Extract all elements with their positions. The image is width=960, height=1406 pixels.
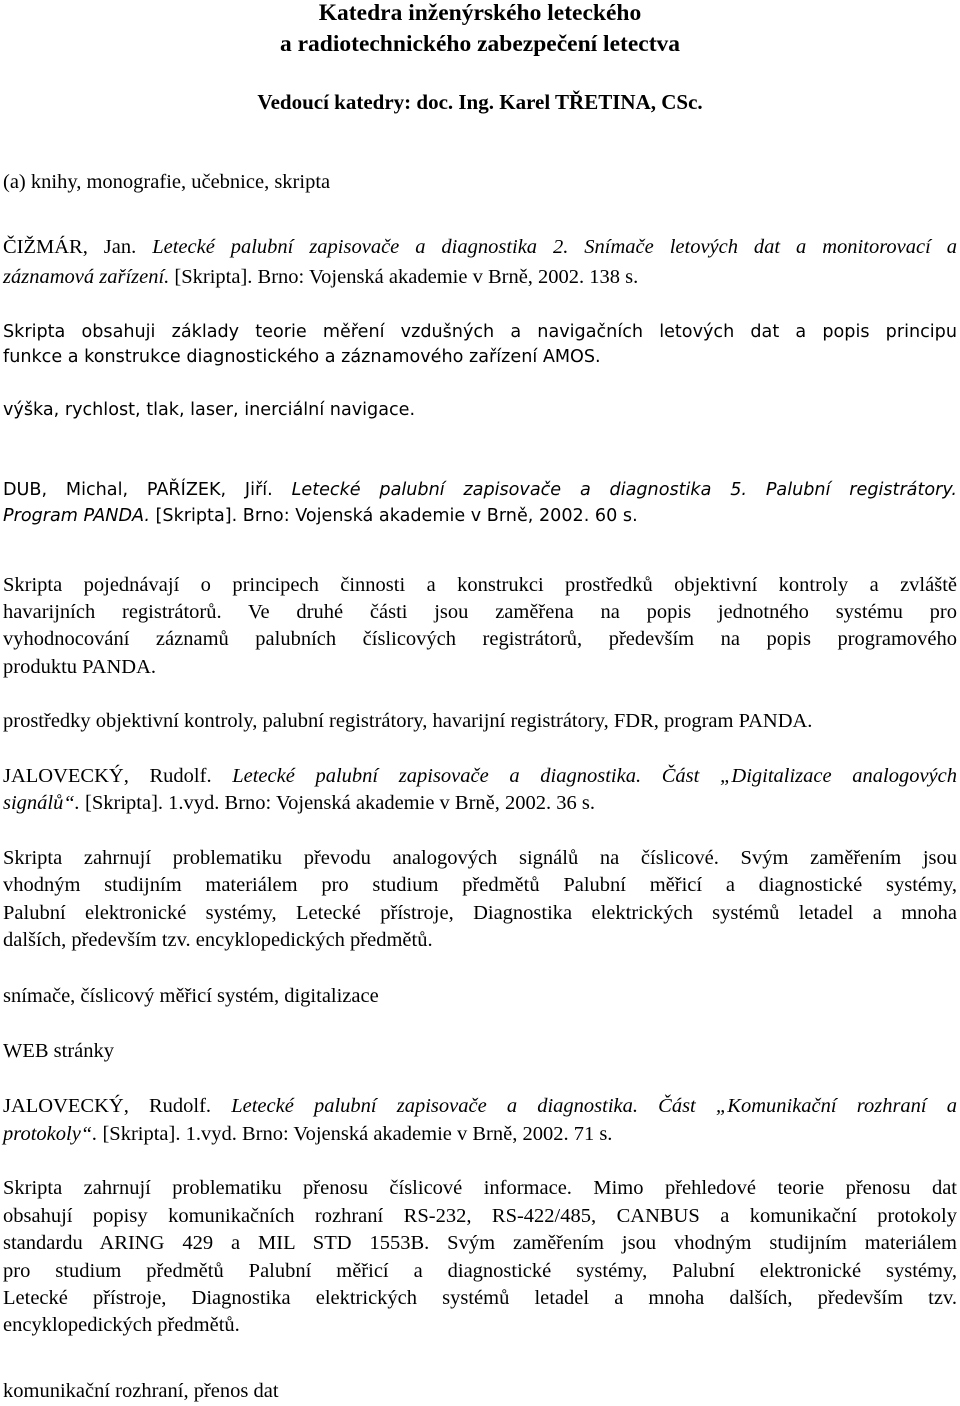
entry-1-citation-line-2	[3, 264, 638, 290]
department-title-line-1: Katedra inženýrského leteckého	[318, 0, 642, 26]
entry-3-abstract-line-2: vhodným studijním materiálem pro studium předmětů Palubní měřicí a diagnostické systémy,	[3, 874, 957, 896]
entry-3-title: Letecké palubní zapisovače a diagnostika. Část „Digitalizace analogových	[232, 765, 957, 787]
entry-3-citation-line-2	[3, 790, 595, 816]
entry-4-abstract-line-6: encyklopedických předmětů.	[3, 1314, 240, 1336]
entry-3-citation-line-1	[3, 763, 957, 789]
entry-2-abstract-line-1: Skripta pojednávají o principech činnosti a konstrukci prostředků objektivní kontroly a zvláště	[3, 574, 957, 596]
entry-2-title: Letecké palubní zapisovače a diagnostika 5. Palubní registrátory.	[291, 480, 957, 500]
entry-4-citation-line-1	[3, 1093, 957, 1119]
entry-1-abstract-line-2: funkce a konstrukce diagnostického a záznamového zařízení AMOS.	[3, 347, 601, 367]
entry-2-citation-line-1	[3, 477, 957, 503]
entry-1-abstract-line-1: Skripta obsahuji základy teorie měření vzdušných a navigačních letových dat a popis principu	[3, 322, 957, 342]
entry-1-author: ČIŽMÁR, Jan.	[3, 236, 137, 258]
entry-2-author: DUB, Michal, PAŘÍZEK, Jiří.	[3, 480, 273, 500]
entry-4-publication: [Skripta]. 1.vyd. Brno: Vojenská akademie v Brně, 2002. 71 s.	[97, 1123, 613, 1145]
department-title-line-2: a radiotechnického zabezpečení letectva	[279, 31, 681, 57]
entry-1-citation-line-1	[3, 234, 957, 260]
entry-2-abstract-line-2: havarijních registrátorů. Ve druhé části jsou zaměřena na popis jednotného systému pro	[3, 601, 957, 623]
entry-2-title-cont: Program PANDA.	[3, 506, 150, 526]
entry-3-abstract-line-1: Skripta zahrnují problematiku převodu analogových signálů na číslicové. Svým zaměřením jsou	[3, 847, 957, 869]
entry-4-abstract-line-2: obsahují popisy komunikačních rozhraní RS-232, RS-422/485, CANBUS a komunikační protokoly	[3, 1205, 957, 1227]
entry-3-author: JALOVECKÝ, Rudolf.	[3, 765, 212, 787]
entry-3-abstract-line-4: dalších, především tzv. encyklopedických předmětů.	[3, 929, 433, 951]
entry-3-keywords: snímače, číslicový měřicí systém, digitalizace	[3, 985, 379, 1007]
entry-4-title-cont: protokoly“.	[3, 1123, 98, 1145]
entry-3-publication: [Skripta]. 1.vyd. Brno: Vojenská akademie v Brně, 2002. 36 s.	[79, 792, 595, 814]
entry-2-publication: [Skripta]. Brno: Vojenská akademie v Brně, 2002. 60 s.	[155, 506, 638, 526]
entry-1-title-cont: záznamová zařízení.	[3, 266, 170, 288]
entry-4-abstract-line-1: Skripta zahrnují problematiku přenosu číslicové informace. Mimo přehledové teorie přenosu dat	[3, 1177, 957, 1199]
entry-4-keywords: komunikační rozhraní, přenos dat	[3, 1380, 279, 1402]
entry-1-publication: [Skripta]. Brno: Vojenská akademie v Brně, 2002. 138 s.	[174, 266, 639, 288]
entry-2-abstract-line-3: vyhodnocování záznamů palubních číslicových registrátorů, především na popis programového	[3, 628, 957, 650]
entry-3-title-cont: signálů“.	[3, 792, 80, 814]
entry-4-abstract-line-3: standardu ARING 429 a MIL STD 1553B. Svým zaměřením jsou vhodným studijním materiálem	[3, 1232, 957, 1254]
entry-1-title: Letecké palubní zapisovače a diagnostika 2. Snímače letových dat a monitorovací a	[152, 236, 957, 258]
section-heading: (a) knihy, monografie, učebnice, skripta	[3, 171, 331, 193]
entry-4-title: Letecké palubní zapisovače a diagnostika. Část „Komunikační rozhraní a	[231, 1095, 958, 1117]
entry-2-abstract-line-4: produktu PANDA.	[3, 656, 157, 678]
entry-4-abstract-line-4: pro studium předmětů Palubní měřicí a diagnostické systémy, Palubní elektronické systémy,	[3, 1260, 957, 1282]
entry-3-web-pages: WEB stránky	[3, 1040, 115, 1062]
entry-2-keywords: prostředky objektivní kontroly, palubní registrátory, havarijní registrátory, FDR, program PANDA.	[3, 710, 813, 732]
entry-4-citation-line-2	[3, 1121, 612, 1147]
entry-4-abstract-line-5: Letecké přístroje, Diagnostika elektrických systémů letadel a mnoha dalších, především tzv.	[3, 1287, 957, 1309]
entry-3-abstract-line-3: Palubní elektronické systémy, Letecké přístroje, Diagnostika elektrických systémů letadel a mnoha	[3, 902, 957, 924]
entry-4-author: JALOVECKÝ, Rudolf.	[3, 1095, 212, 1117]
entry-1-keywords: výška, rychlost, tlak, laser, inerciální navigace.	[3, 400, 416, 420]
head-of-department: Vedoucí katedry: doc. Ing. Karel TŘETINA, CSc.	[257, 90, 703, 114]
entry-2-citation-line-2	[3, 503, 638, 529]
